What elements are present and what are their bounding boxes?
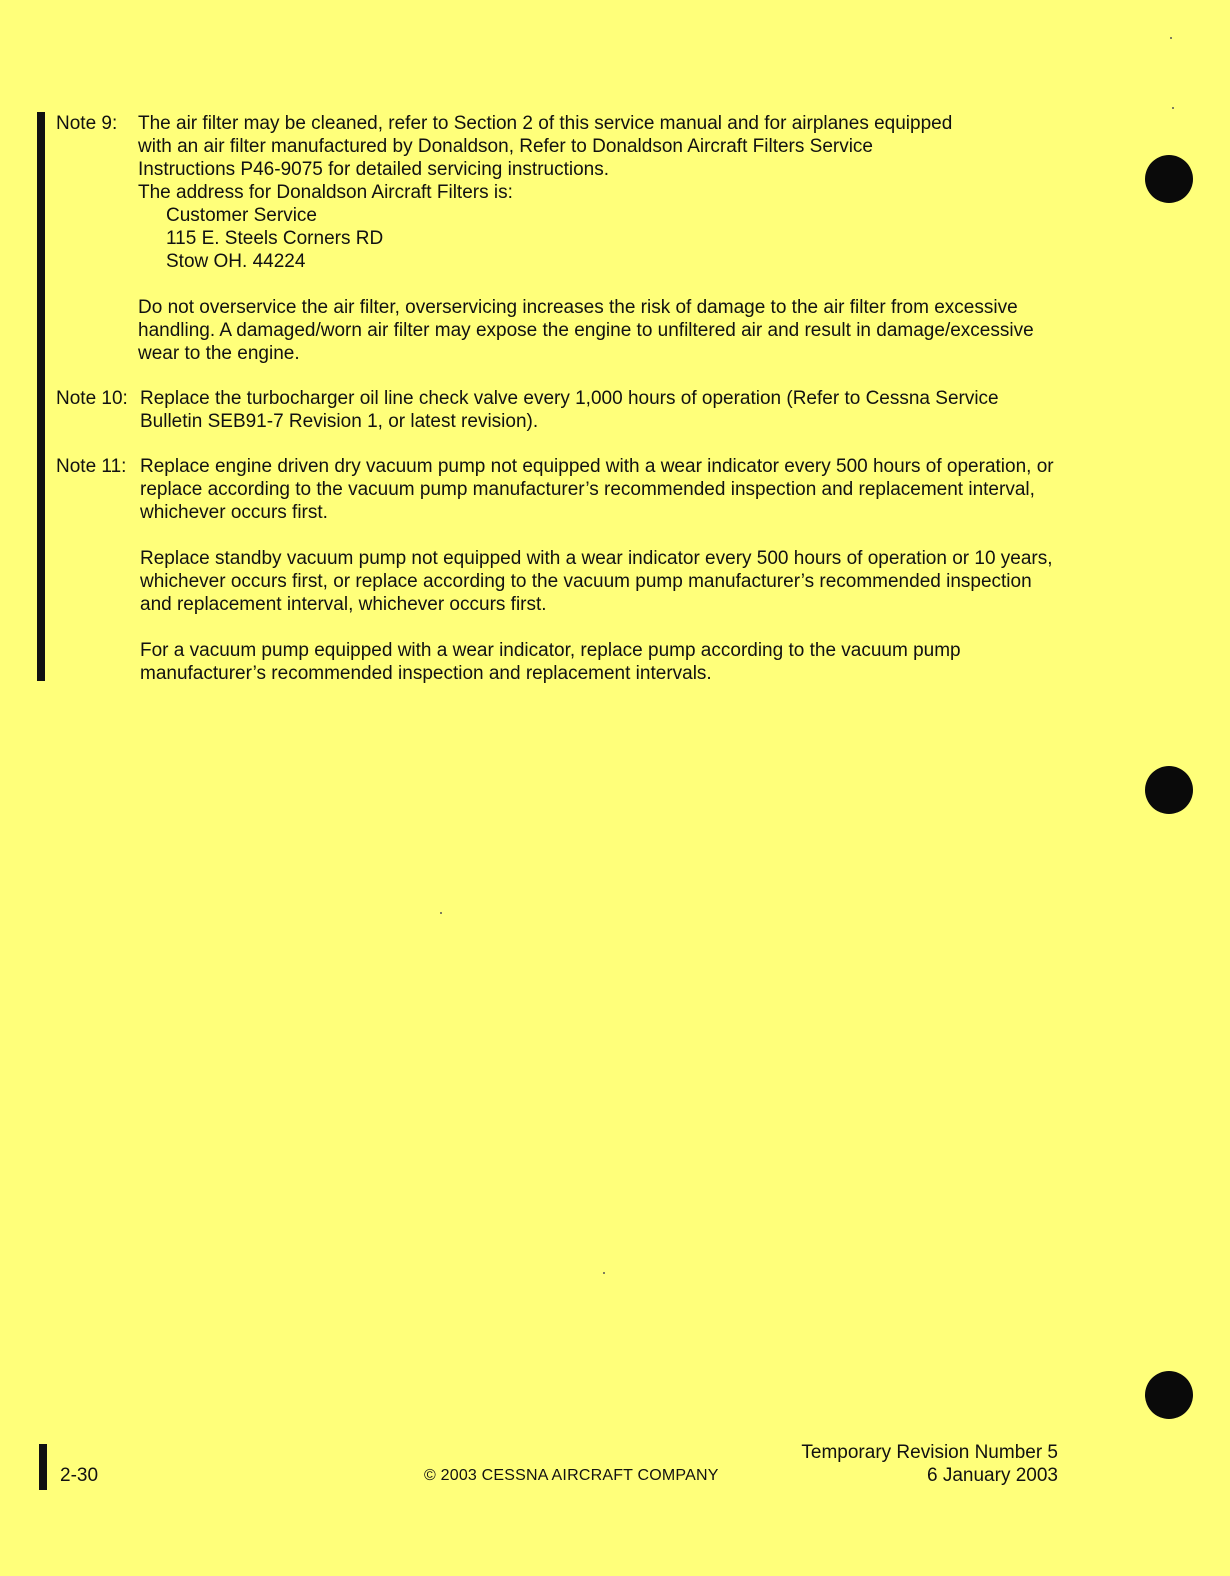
scan-speck — [440, 912, 442, 914]
scan-speck — [1172, 107, 1174, 109]
note-paragraph: Do not overservice the air filter, overservicing increases the risk of damage to the air filter from excessive handling. A damaged/worn air filter may expose the engine to unfiltered air and result in damage/excessive wear to the engine. — [138, 297, 1034, 364]
revision-info — [801, 1441, 1058, 1487]
note-paragraph: For a vacuum pump equipped with a wear indicator, replace pump according to the vacuum pump manufacturer’s recommended inspection and replacement intervals. — [140, 640, 961, 684]
scan-speck — [603, 1272, 605, 1274]
copyright-notice: © 2003 CESSNA AIRCRAFT COMPANY — [424, 1467, 719, 1484]
note-line: with an air filter manufactured by Donaldson, Refer to Donaldson Aircraft Filters Service — [138, 136, 873, 157]
binder-hole-top — [1145, 155, 1193, 203]
notes-section — [56, 112, 1056, 685]
note-11 — [56, 455, 1056, 685]
address-line: 115 E. Steels Corners RD — [166, 228, 384, 249]
note-body — [140, 387, 1056, 433]
note-9 — [56, 112, 1056, 365]
note-body — [140, 455, 1056, 685]
binder-hole-middle — [1145, 766, 1193, 814]
address-line: Stow OH. 44224 — [166, 251, 306, 272]
revision-date: 6 January 2003 — [927, 1465, 1058, 1486]
address-line: Customer Service — [166, 205, 317, 226]
note-line: The air filter may be cleaned, refer to Section 2 of this service manual and for airplanes equipped — [138, 113, 953, 134]
note-label: Note 9: — [56, 113, 118, 134]
scan-speck — [1170, 37, 1172, 39]
note-10 — [56, 387, 1056, 433]
revision-number: Temporary Revision Number 5 — [801, 1442, 1058, 1463]
note-paragraph — [138, 112, 1056, 273]
note-line: Instructions P46-9075 for detailed servicing instructions. — [138, 159, 610, 180]
note-line: The address for Donaldson Aircraft Filters is: — [138, 182, 513, 203]
binder-hole-bottom — [1145, 1371, 1193, 1419]
note-body — [138, 112, 1056, 365]
note-paragraph: Replace the turbocharger oil line check valve every 1,000 hours of operation (Refer to Cessna Service Bulletin SEB91-7 Revision 1, or latest revision). — [140, 388, 999, 432]
note-label: Note 11: — [56, 456, 127, 477]
revision-change-bar — [37, 112, 45, 681]
footer-change-bar — [39, 1444, 47, 1490]
note-paragraph: Replace engine driven dry vacuum pump not equipped with a wear indicator every 500 hours of operation, or replace according to the vacuum pump manufacturer’s recommended inspection and replacement interval, whichever occurs first. — [140, 456, 1054, 523]
note-paragraph: Replace standby vacuum pump not equipped with a wear indicator every 500 hours of operation or 10 years, whichever occurs first, or replace according to the vacuum pump manufacturer’s recommended inspection and replacement interval, whichever occurs first. — [140, 548, 1053, 615]
note-label: Note 10: — [56, 388, 128, 409]
page-number: 2-30 — [60, 1465, 99, 1486]
